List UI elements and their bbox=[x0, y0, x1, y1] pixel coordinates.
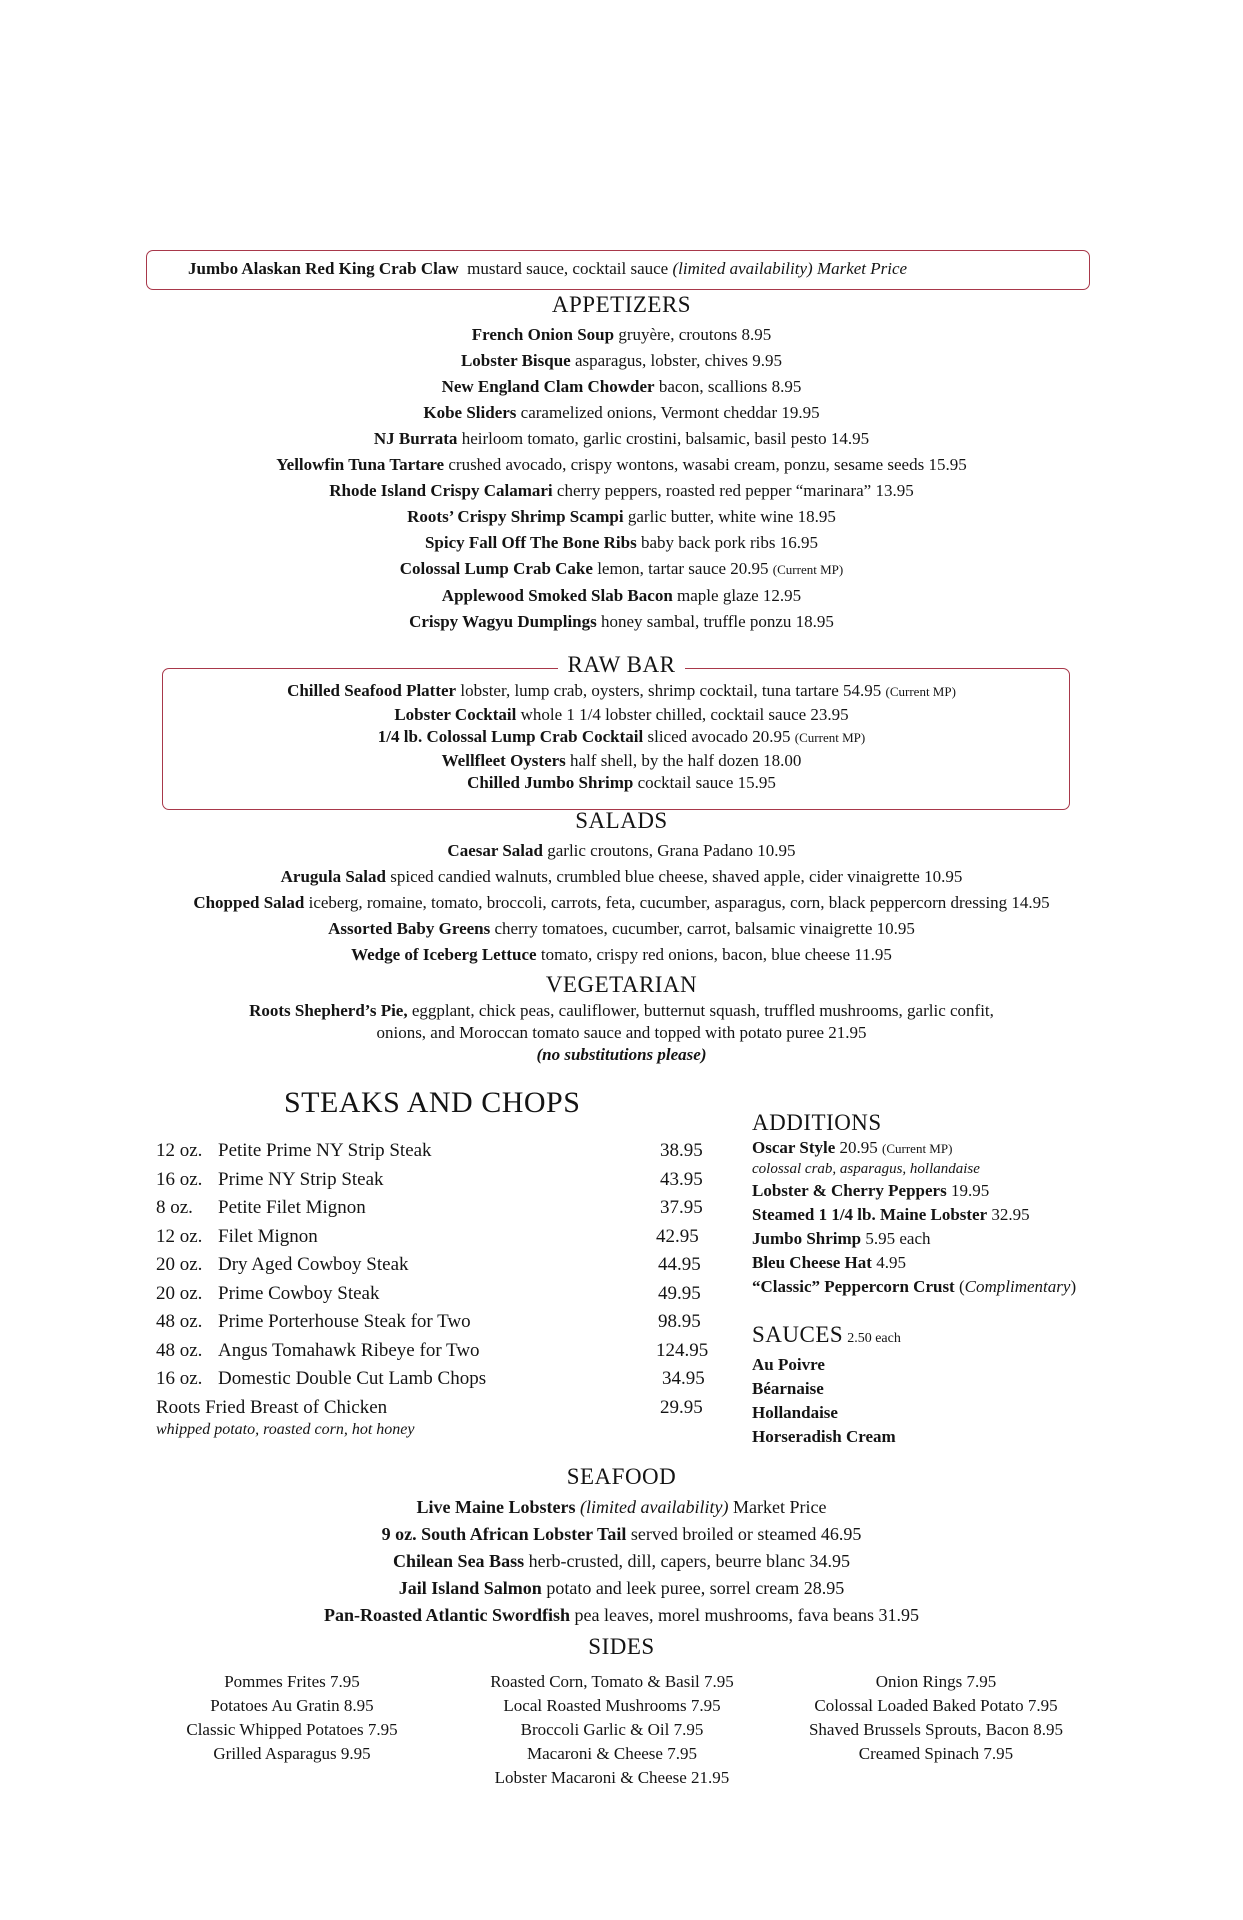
addition-item: Bleu Cheese Hat 4.95 bbox=[752, 1253, 906, 1272]
sauces-heading: SAUCES bbox=[752, 1322, 844, 1347]
vegetarian-note: (no substitutions please) bbox=[536, 1045, 707, 1064]
side-item: Broccoli Garlic & Oil 7.95 bbox=[520, 1720, 704, 1739]
salads-heading: SALADS bbox=[575, 808, 668, 833]
addition-item: Jumbo Shrimp 5.95 each bbox=[752, 1229, 931, 1248]
side-item: Pommes Frites 7.95 bbox=[224, 1672, 360, 1691]
steak-row: 16 oz. Prime NY Strip Steak 43.95 bbox=[156, 1168, 703, 1190]
seafood-item: 9 oz. South African Lobster Tail served broiled or steamed 46.95 bbox=[381, 1524, 862, 1544]
appetizer-item: Lobster Bisque asparagus, lobster, chives 9.95 bbox=[460, 351, 783, 370]
raw-bar-item: Lobster Cocktail whole 1 1/4 lobster chilled, cocktail sauce 23.95 bbox=[394, 704, 849, 724]
appetizer-item: Applewood Smoked Slab Bacon maple glaze 12.95 bbox=[441, 586, 802, 605]
sides-col-1 bbox=[132, 1670, 452, 1766]
seafood-item: Live Maine Lobsters (limited availability) Market Price bbox=[416, 1497, 827, 1517]
side-item: Potatoes Au Gratin 8.95 bbox=[210, 1696, 374, 1715]
vegetarian-line-2: onions, and Moroccan tomato sauce and topped with potato puree 21.95 bbox=[376, 1023, 867, 1042]
vegetarian-line-1: Roots Shepherd’s Pie, eggplant, chick peas, cauliflower, butternut squash, truffled mushrooms, garlic confit, bbox=[249, 1001, 994, 1020]
seafood-item: Pan-Roasted Atlantic Swordfish pea leaves, morel mushrooms, fava beans 31.95 bbox=[324, 1605, 919, 1625]
appetizer-item: French Onion Soup gruyère, croutons 8.95 bbox=[471, 325, 772, 344]
sides-col-3 bbox=[776, 1670, 1096, 1766]
appetizer-item: Crispy Wagyu Dumplings honey sambal, truffle ponzu 18.95 bbox=[409, 612, 834, 631]
seafood-heading: SEAFOOD bbox=[566, 1464, 677, 1489]
steaks-list bbox=[156, 1140, 716, 1438]
king-crab-note: (limited availability) bbox=[672, 259, 813, 278]
vegetarian-heading: VEGETARIAN bbox=[545, 972, 698, 997]
side-item: Creamed Spinach 7.95 bbox=[858, 1744, 1014, 1763]
salad-item: Wedge of Iceberg Lettuce tomato, crispy red onions, bacon, blue cheese 11.95 bbox=[351, 945, 892, 964]
sides-heading: SIDES bbox=[588, 1634, 655, 1659]
side-item: Macaroni & Cheese 7.95 bbox=[527, 1744, 697, 1763]
additions-list bbox=[752, 1138, 1076, 1299]
steak-row: 20 oz. Dry Aged Cowboy Steak 44.95 bbox=[156, 1254, 701, 1275]
steaks-heading: STEAKS AND CHOPS bbox=[284, 1086, 581, 1119]
appetizer-item: Roots’ Crispy Shrimp Scampi garlic butter, white wine 18.95 bbox=[407, 507, 836, 526]
steak-row: 8 oz. Petite Filet Mignon 37.95 bbox=[156, 1197, 703, 1218]
sauce-item: Hollandaise bbox=[752, 1403, 838, 1422]
addition-oscar: Oscar Style 20.95 (Current MP) bbox=[752, 1138, 953, 1157]
raw-bar-item: 1/4 lb. Colossal Lump Crab Cocktail sliced avocado 20.95 (Current MP) bbox=[377, 727, 866, 746]
sauces-list bbox=[752, 1353, 896, 1449]
side-item: Shaved Brussels Sprouts, Bacon 8.95 bbox=[808, 1720, 1064, 1739]
side-item: Grilled Asparagus 9.95 bbox=[213, 1744, 371, 1763]
king-crab-line bbox=[188, 256, 907, 282]
salad-item: Assorted Baby Greens cherry tomatoes, cucumber, carrot, balsamic vinaigrette 10.95 bbox=[328, 919, 915, 938]
steak-row: 12 oz. Petite Prime NY Strip Steak 38.95 bbox=[156, 1140, 703, 1161]
salad-item: Arugula Salad spiced candied walnuts, crumbled blue cheese, shaved apple, cider vinaigrette 10.95 bbox=[280, 867, 963, 886]
sauce-item: Béarnaise bbox=[752, 1379, 824, 1398]
steak-row: 16 oz. Domestic Double Cut Lamb Chops 34.95 bbox=[156, 1368, 705, 1389]
raw-bar-heading-wrap bbox=[0, 652, 1243, 678]
addition-peppercorn: “Classic” Peppercorn Crust (Complimentary) bbox=[752, 1277, 1077, 1296]
appetizer-item: Colossal Lump Crab Cake lemon, tartar sauce 20.95 (Current MP) bbox=[399, 559, 844, 578]
king-crab-desc: mustard sauce, cocktail sauce bbox=[467, 259, 669, 278]
vegetarian-block bbox=[0, 1000, 1243, 1066]
appetizer-item: Kobe Sliders caramelized onions, Vermont cheddar 19.95 bbox=[423, 403, 820, 422]
king-crab-price: Market Price bbox=[816, 259, 908, 278]
seafood-list bbox=[0, 1494, 1243, 1629]
side-item: Classic Whipped Potatoes 7.95 bbox=[186, 1720, 398, 1739]
appetizer-item: Spicy Fall Off The Bone Ribs baby back pork ribs 16.95 bbox=[424, 533, 819, 552]
appetizer-item: Yellowfin Tuna Tartare crushed avocado, crispy wontons, wasabi cream, ponzu, sesame seeds 15.95 bbox=[276, 455, 967, 474]
appetizer-item: NJ Burrata heirloom tomato, garlic crostini, balsamic, basil pesto 14.95 bbox=[373, 429, 870, 448]
addition-item: Lobster & Cherry Peppers 19.95 bbox=[752, 1181, 990, 1200]
seafood-item: Jail Island Salmon potato and leek puree, sorrel cream 28.95 bbox=[398, 1578, 845, 1598]
additions-heading: ADDITIONS bbox=[752, 1110, 882, 1135]
sides-col-2 bbox=[452, 1670, 772, 1790]
seafood-item: Chilean Sea Bass herb-crusted, dill, capers, beurre blanc 34.95 bbox=[393, 1551, 850, 1571]
sauces-heading-row bbox=[752, 1322, 901, 1348]
salads-list bbox=[0, 838, 1243, 968]
sauces-price: 2.50 each bbox=[847, 1331, 901, 1346]
appetizer-item: Rhode Island Crispy Calamari cherry peppers, roasted red pepper “marinara” 13.95 bbox=[329, 481, 914, 500]
steak-row: 12 oz. Filet Mignon 42.95 bbox=[156, 1225, 699, 1247]
addition-item: Steamed 1 1/4 lb. Maine Lobster 32.95 bbox=[752, 1205, 1030, 1224]
side-item: Lobster Macaroni & Cheese 21.95 bbox=[494, 1768, 730, 1787]
raw-bar-item: Wellfleet Oysters half shell, by the half dozen 18.00 bbox=[441, 750, 802, 770]
side-item: Local Roasted Mushrooms 7.95 bbox=[503, 1696, 721, 1715]
appetizers-heading: APPETIZERS bbox=[551, 292, 692, 317]
chicken-row: Roots Fried Breast of Chicken 29.95 bbox=[156, 1396, 703, 1418]
side-item: Roasted Corn, Tomato & Basil 7.95 bbox=[490, 1672, 734, 1691]
side-item: Colossal Loaded Baked Potato 7.95 bbox=[814, 1696, 1058, 1715]
sauce-item: Au Poivre bbox=[752, 1355, 825, 1374]
raw-bar-list bbox=[0, 680, 1243, 795]
appetizers-list bbox=[0, 322, 1243, 635]
raw-bar-item: Chilled Jumbo Shrimp cocktail sauce 15.95 bbox=[467, 773, 776, 792]
raw-bar-item: Chilled Seafood Platter lobster, lump crab, oysters, shrimp cocktail, tuna tartare 54.95 (Current MP) bbox=[287, 681, 956, 700]
sauce-item: Horseradish Cream bbox=[752, 1427, 896, 1446]
appetizer-item: New England Clam Chowder bacon, scallions 8.95 bbox=[441, 377, 802, 396]
steak-row: 48 oz. Prime Porterhouse Steak for Two 98.95 bbox=[156, 1311, 701, 1332]
king-crab-name: Jumbo Alaskan Red King Crab Claw bbox=[188, 259, 459, 278]
addition-oscar-desc: colossal crab, asparagus, hollandaise bbox=[752, 1161, 980, 1177]
salad-item: Caesar Salad garlic croutons, Grana Padano 10.95 bbox=[447, 841, 796, 860]
side-item: Onion Rings 7.95 bbox=[875, 1672, 997, 1691]
salad-item: Chopped Salad iceberg, romaine, tomato, broccoli, carrots, feta, cucumber, asparagus, corn, black peppercorn dressing 14.95 bbox=[193, 893, 1050, 912]
steak-row: 20 oz. Prime Cowboy Steak 49.95 bbox=[156, 1282, 701, 1304]
chicken-desc: whipped potato, roasted corn, hot honey bbox=[156, 1420, 415, 1438]
raw-bar-heading: RAW BAR bbox=[558, 652, 686, 677]
steak-row: 48 oz. Angus Tomahawk Ribeye for Two 124.95 bbox=[156, 1339, 709, 1361]
